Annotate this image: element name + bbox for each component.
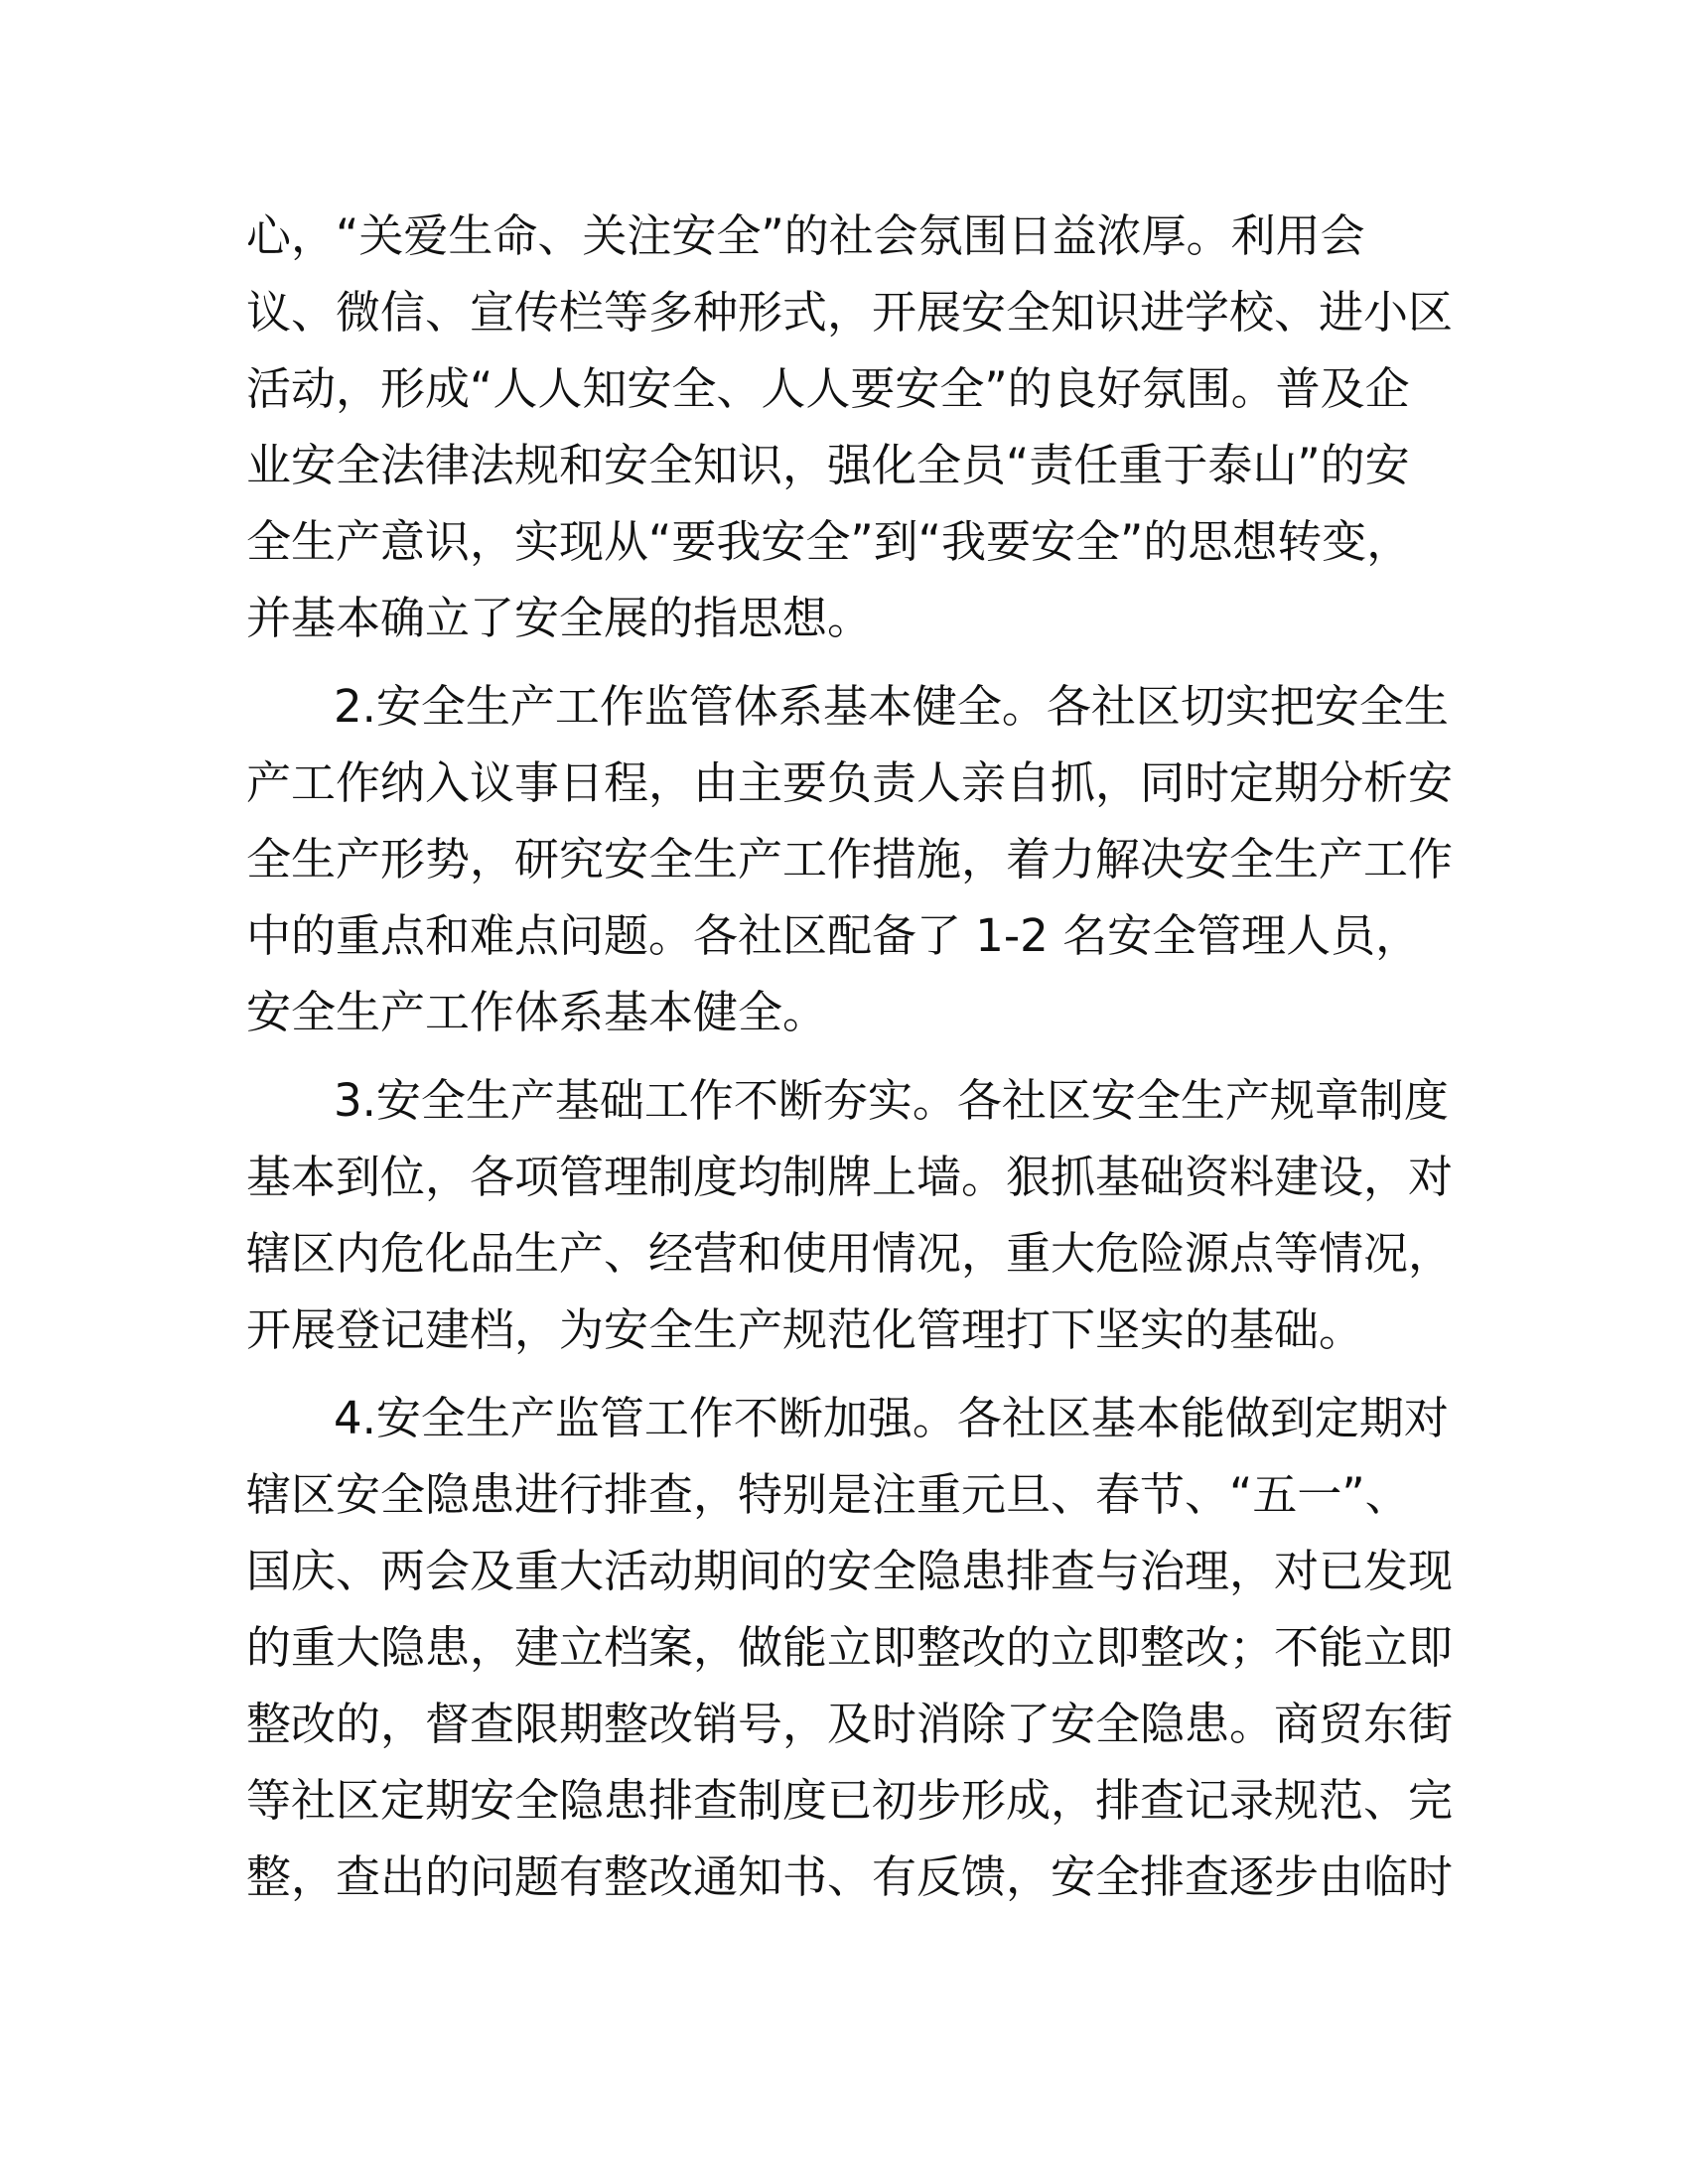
text-line: 心，“关爱生命、关注安全”的社会氛围日益浓厚。利用会 <box>246 209 1365 262</box>
text-line: 并基本确立了安全展的指思想。 <box>246 592 873 644</box>
text-line: 议、微信、宣传栏等多种形式，开展安全知识进学校、进小区 <box>246 286 1454 339</box>
text-line: 辖区安全隐患进行排查，特别是注重元旦、春节、“五一”、 <box>246 1468 1410 1521</box>
text-line: 2.安全生产工作监管体系基本健全。各社区切实把安全生 <box>334 680 1449 733</box>
text-line: 业安全法律法规和安全知识，强化全员“责任重于泰山”的安 <box>246 439 1410 491</box>
text-line: 的重大隐患，建立档案，做能立即整改的立即整改；不能立即 <box>246 1621 1454 1674</box>
text-line: 中的重点和难点问题。各社区配备了 1-2 名安全管理人员， <box>246 909 1421 962</box>
text-line: 全生产形势，研究安全生产工作措施，着力解决安全生产工作 <box>246 833 1454 886</box>
text-line: 辖区内危化品生产、经营和使用情况，重大危险源点等情况， <box>246 1227 1454 1280</box>
text-line: 活动，形成“人人知安全、人人要安全”的良好氛围。普及企 <box>246 362 1410 415</box>
text-line: 等社区定期安全隐患排查制度已初步形成，排查记录规范、完 <box>246 1774 1454 1827</box>
text-line: 整改的，督查限期整改销号，及时消除了安全隐患。商贸东街 <box>246 1698 1454 1750</box>
text-line: 3.安全生产基础工作不断夯实。各社区安全生产规章制度 <box>334 1074 1449 1127</box>
text-line: 全生产意识，实现从“要我安全”到“我要安全”的思想转变， <box>246 515 1412 568</box>
text-line: 开展登记建档，为安全生产规范化管理打下坚实的基础。 <box>246 1303 1364 1356</box>
text-line: 安全生产工作体系基本健全。 <box>246 986 828 1038</box>
text-line: 国庆、两会及重大活动期间的安全隐患排查与治理，对已发现 <box>246 1545 1454 1597</box>
text-line: 整，查出的问题有整改通知书、有反馈，安全排查逐步由临时 <box>246 1850 1454 1903</box>
text-line: 4.安全生产监管工作不断加强。各社区基本能做到定期对 <box>334 1392 1449 1444</box>
text-line: 基本到位，各项管理制度均制牌上墙。狠抓基础资料建设，对 <box>246 1151 1454 1203</box>
text-line: 产工作纳入议事日程，由主要负责人亲自抓，同时定期分析安 <box>246 756 1454 809</box>
